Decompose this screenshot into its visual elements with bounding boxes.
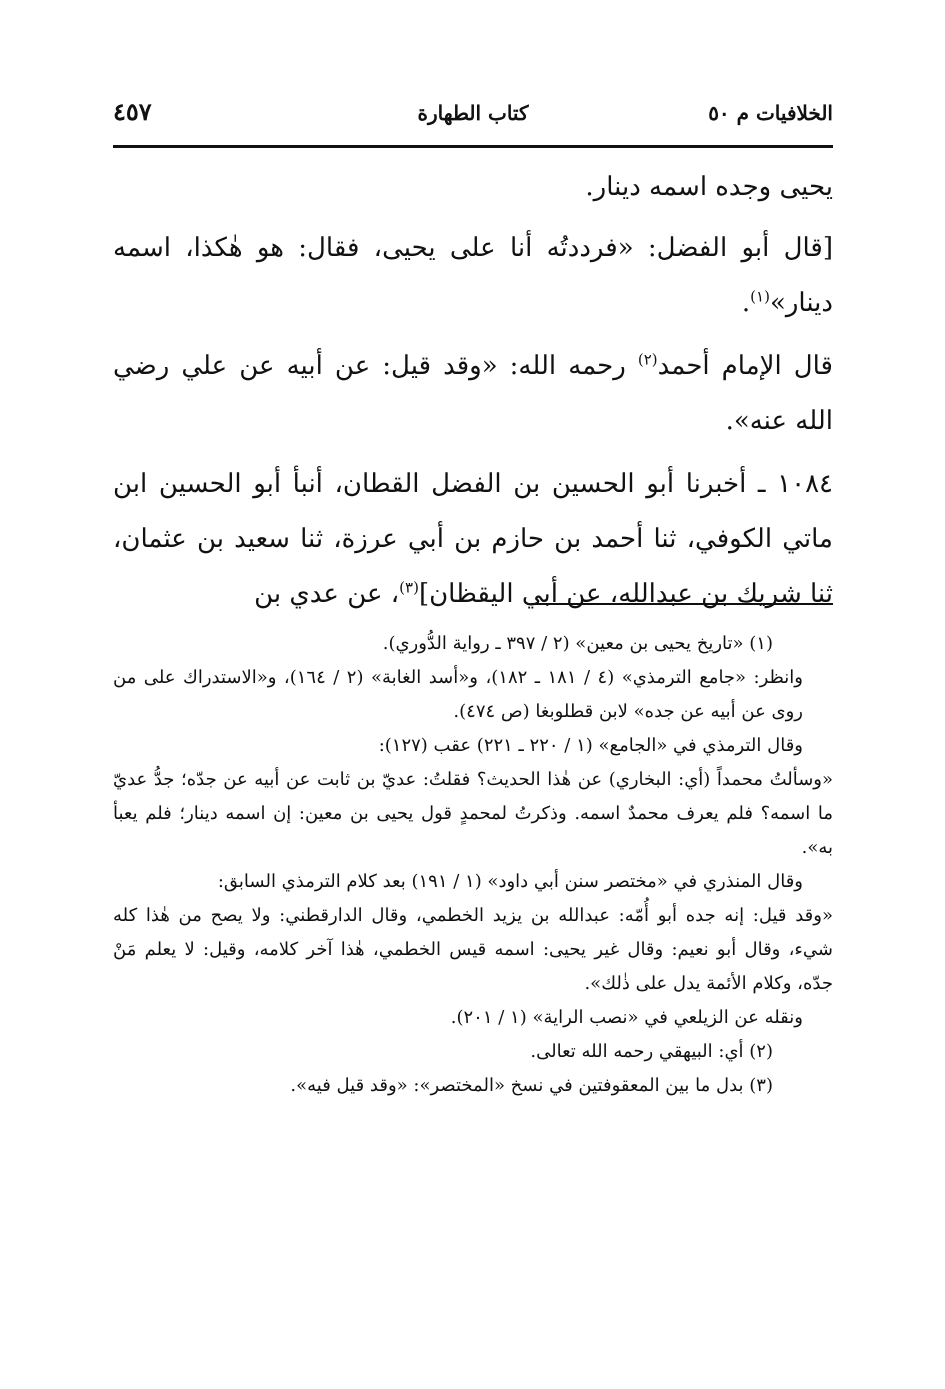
footnote-ref-1: (١) bbox=[750, 287, 770, 306]
footnote-ref-3: (٣) bbox=[399, 578, 419, 597]
header-volume-label: الخلافيات م ٥٠ bbox=[708, 101, 833, 125]
page-number: ٤٥٧ bbox=[113, 97, 152, 126]
footnote-separator bbox=[531, 603, 833, 605]
footnote-1: (١) «تاريخ يحيى بن معين» (٢ / ٣٩٧ ـ رواية الدُّوري). bbox=[382, 633, 773, 654]
footnote-3: (٣) بدل ما بين المعقوفتين في نسخ «المختصر»: «وقد قيل فيه». bbox=[290, 1075, 773, 1096]
footnote-1-quote-mundhiri: «وقد قيل: إنه جده أبو أُمّه: عبدالله بن يزيد الخطمي، وقال الدارقطني: ولا يصح من هٰذا كله شيء، وقال أبو نعيم: وقال غير يحيى: اسمه قيس الخطمي، هٰذا آخر كلامه، وقيل: لا يعلم مَنْ جدّه، وكلام الأئمة يدل على ذٰلك». bbox=[113, 905, 833, 994]
paragraph-1: يحيى وجده اسمه دينار. bbox=[585, 172, 833, 202]
running-header bbox=[113, 95, 833, 135]
header-chapter-title: كتاب الطهارة bbox=[417, 101, 529, 125]
paragraph-3-text-b: رحمه الله: «وقد قيل: عن أبيه عن علي رضي الله عنه». bbox=[113, 351, 833, 436]
paragraph-2-end: . bbox=[741, 288, 751, 318]
footnote-1-see-also: وانظر: «جامع الترمذي» (٤ / ١٨١ ـ ١٨٢)، و«أسد الغابة» (٢ / ١٦٤)، و«الاستدراك على من روى عن أبيه عن جده» لابن قطلوبغا (ص ٤٧٤). bbox=[113, 667, 803, 722]
footnote-1-quote-tirmidhi: «وسألتُ محمداً (أي: البخاري) عن هٰذا الحديث؟ فقلتُ: عديّ بن ثابت عن أبيه عن جدّه؛ جدُّ عديّ ما اسمه؟ فلم يعرف محمدٌ اسمه. وذكرتُ لمحمدٍ قول يحيى بن معين: إن اسمه دينار؛ فلم يعبأ به». bbox=[113, 769, 833, 858]
paragraph-4-text-b: ، عن عدي بن bbox=[254, 579, 400, 609]
main-text bbox=[113, 160, 833, 630]
paragraph-4 bbox=[113, 457, 833, 622]
paragraph-4-text-a: ١٠٨٤ ـ أخبرنا أبو الحسين بن الفضل القطان، أنبأ أبو الحسين ابن ماتي الكوفي، ثنا أحمد بن حازم بن أبي عرزة، ثنا سعيد بن عثمان، ثنا شريك بن عبدالله، عن أبي اليقظان] bbox=[113, 469, 833, 609]
paragraph-2 bbox=[113, 221, 833, 331]
footnote-1-mundhiri: وقال المنذري في «مختصر سنن أبي داود» (١ / ١٩١) بعد كلام الترمذي السابق: bbox=[217, 871, 803, 892]
footnote-ref-2: (٢) bbox=[637, 350, 658, 369]
footnote-1-zaylai: ونقله عن الزيلعي في «نصب الراية» (١ / ٢٠١). bbox=[450, 1007, 803, 1028]
footnotes bbox=[113, 627, 833, 1103]
footnote-2: (٢) أي: البيهقي رحمه الله تعالى. bbox=[530, 1041, 773, 1062]
footnote-1-tirmidhi: وقال الترمذي في «الجامع» (١ / ٢٢٠ ـ ٢٢١) عقب (١٢٧): bbox=[378, 735, 803, 756]
paragraph-3-text-a: قال الإمام أحمد bbox=[657, 351, 833, 381]
paragraph-2-text: [قال أبو الفضل: «فرددتُه أنا على يحيى، فقال: هو هٰكذا، اسمه دينار» bbox=[113, 233, 833, 318]
paragraph-3 bbox=[113, 339, 833, 449]
header-rule bbox=[113, 145, 833, 148]
